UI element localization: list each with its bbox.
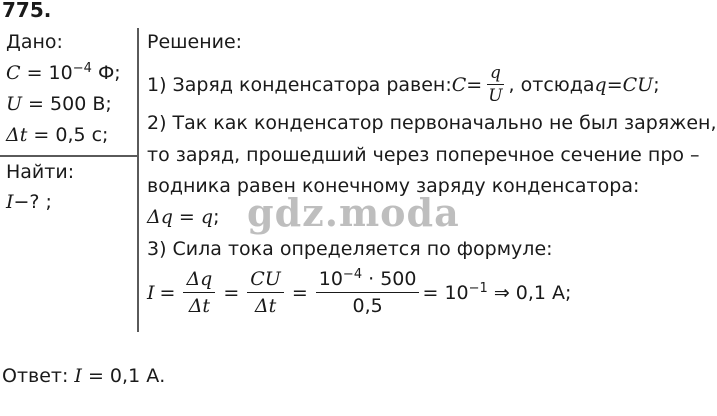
fraction-q-over-u: $\frac{q}{U}$ — [488, 63, 503, 106]
horizontal-divider — [0, 155, 138, 157]
given-capacitance: $C = 10^{-4}$ Ф; — [6, 61, 121, 84]
watermark: gdz.moda — [247, 190, 460, 235]
answer: Ответ: I = 0,1 А. — [2, 365, 166, 387]
solution-heading: Решение: — [147, 31, 243, 53]
current-formula: I = $\frac{\Delta q}{\Delta t}$ = $\frac{CU}{\Delta t}$ = $\frac{10^{-4} \cdot 500}{0,5}$ = $10^{-1}$ ⇒ 0,1 А; — [147, 267, 572, 317]
fraction-numeric: $\frac{10^{-4} \cdot 500}{0,5}$ — [316, 268, 420, 317]
formula-result: = $10^{-1}$ ⇒ 0,1 А; — [422, 280, 572, 304]
solution-step-2-line-2: то заряд, прошедший через поперечное сечение про – — [147, 144, 700, 166]
problem-number: 775. — [2, 0, 52, 22]
given-heading: Дано: — [6, 31, 63, 53]
fraction-cu-over-dt: $\frac{CU}{\Delta t}$ — [247, 268, 284, 317]
solution-step-1: 1) Заряд конденсатора равен: C = $\frac{q}{U}$ , отсюда q = CU ; — [147, 63, 660, 106]
solution-step-3: 3) Сила тока определяется по формуле: — [147, 238, 553, 260]
find-item: I−? ; — [6, 191, 52, 213]
solution-step-2-line-3: водника равен конечному заряду конденсатора: — [147, 175, 640, 197]
given-time: Δt = 0,5 с; — [6, 124, 109, 146]
vertical-divider — [137, 28, 139, 332]
find-heading: Найти: — [6, 161, 75, 183]
solution-step-2-line-1: 2) Так как конденсатор первоначально не был заряжен, — [147, 112, 717, 134]
fraction-dq-over-dt: $\frac{\Delta q}{\Delta t}$ — [183, 268, 215, 317]
delta-q-equation: Δq = q; — [147, 206, 220, 228]
given-voltage: U = 500 В; — [6, 93, 112, 115]
